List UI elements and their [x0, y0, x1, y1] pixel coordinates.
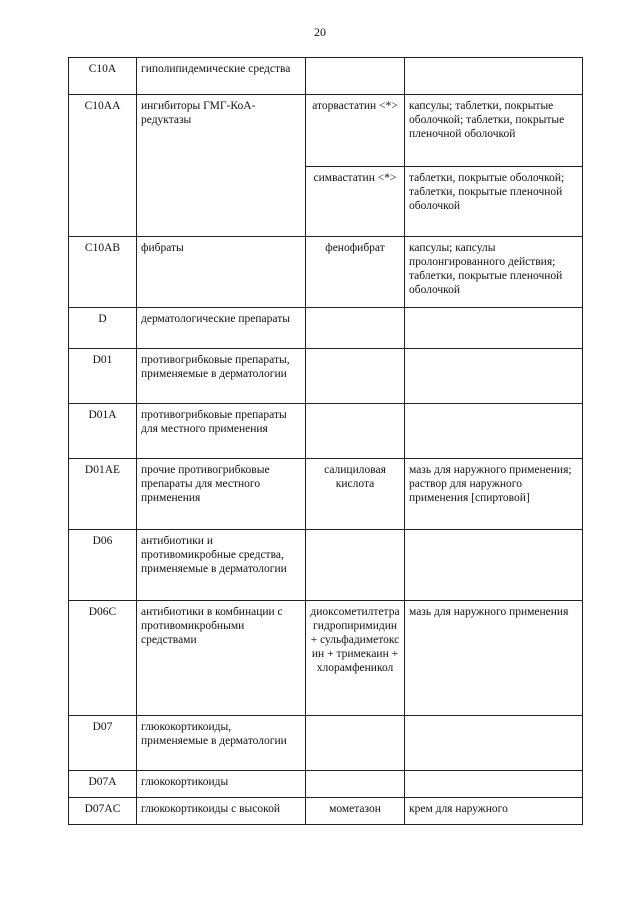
- table-row: [69, 349, 583, 404]
- dosage-form: мазь для наружного применения: [405, 601, 583, 716]
- table-row: [69, 459, 583, 530]
- drug-name: симвастатин <*>: [306, 167, 405, 237]
- table-row: [69, 237, 583, 308]
- table-row: [69, 95, 583, 167]
- dosage-form: [405, 349, 583, 404]
- atc-code: D07A: [69, 771, 137, 798]
- atc-code: D01: [69, 349, 137, 404]
- dosage-form: [405, 404, 583, 459]
- drug-name: [306, 308, 405, 349]
- atc-code: D06C: [69, 601, 137, 716]
- atc-group: глюкокортикоиды с высокой: [137, 798, 306, 825]
- atc-group: глюкокортикоиды, применяемые в дерматологии: [137, 716, 306, 771]
- drug-name: [306, 530, 405, 601]
- drug-name: аторвастатин <*>: [306, 95, 405, 167]
- atc-code: C10A: [69, 58, 137, 95]
- drug-name: диоксометилтетрагидропиримидин + сульфадиметоксин + тримекаин + хлорамфеникол: [306, 601, 405, 716]
- atc-group: гиполипидемические средства: [137, 58, 306, 95]
- atc-group: противогрибковые препараты для местного применения: [137, 404, 306, 459]
- atc-code: D07: [69, 716, 137, 771]
- dosage-form: [405, 771, 583, 798]
- dosage-form: крем для наружного: [405, 798, 583, 825]
- drug-name: [306, 404, 405, 459]
- drug-name: [306, 58, 405, 95]
- drug-name: фенофибрат: [306, 237, 405, 308]
- atc-group: прочие противогрибковые препараты для местного применения: [137, 459, 306, 530]
- drug-name: [306, 349, 405, 404]
- atc-code: C10AB: [69, 237, 137, 308]
- atc-group: антибиотики в комбинации с противомикробными средствами: [137, 601, 306, 716]
- atc-code: D: [69, 308, 137, 349]
- atc-code: D07AC: [69, 798, 137, 825]
- dosage-form: [405, 530, 583, 601]
- dosage-form: таблетки, покрытые оболочкой; таблетки, покрытые пленочной оболочкой: [405, 167, 583, 237]
- dosage-form: [405, 716, 583, 771]
- dosage-form: капсулы; таблетки, покрытые оболочкой; таблетки, покрытые пленочной оболочкой: [405, 95, 583, 167]
- page-number: 20: [314, 25, 326, 39]
- dosage-form: [405, 58, 583, 95]
- table-row: [69, 716, 583, 771]
- dosage-form: капсулы; капсулы пролонгированного действия; таблетки, покрытые пленочной оболочкой: [405, 237, 583, 308]
- atc-code: D01AE: [69, 459, 137, 530]
- dosage-form: [405, 308, 583, 349]
- table-row: [69, 771, 583, 798]
- drug-name: [306, 771, 405, 798]
- table-row: [69, 58, 583, 95]
- atc-group: дерматологические препараты: [137, 308, 306, 349]
- atc-group: антибиотики и противомикробные средства, применяемые в дерматологии: [137, 530, 306, 601]
- table-row: [69, 601, 583, 716]
- drug-name: салициловая кислота: [306, 459, 405, 530]
- atc-group: глюкокортикоиды: [137, 771, 306, 798]
- table-row: [69, 404, 583, 459]
- atc-code: C10AA: [69, 95, 137, 237]
- drug-name: [306, 716, 405, 771]
- table-row: [69, 798, 583, 825]
- atc-code: D06: [69, 530, 137, 601]
- atc-group: противогрибковые препараты, применяемые в дерматологии: [137, 349, 306, 404]
- atc-code: D01A: [69, 404, 137, 459]
- dosage-form: мазь для наружного применения; раствор для наружного применения [спиртовой]: [405, 459, 583, 530]
- table-row: [69, 308, 583, 349]
- drug-table: [68, 57, 583, 825]
- table-row: [69, 530, 583, 601]
- drug-name: мометазон: [306, 798, 405, 825]
- atc-group: ингибиторы ГМГ-КоА-редуктазы: [137, 95, 306, 237]
- atc-group: фибраты: [137, 237, 306, 308]
